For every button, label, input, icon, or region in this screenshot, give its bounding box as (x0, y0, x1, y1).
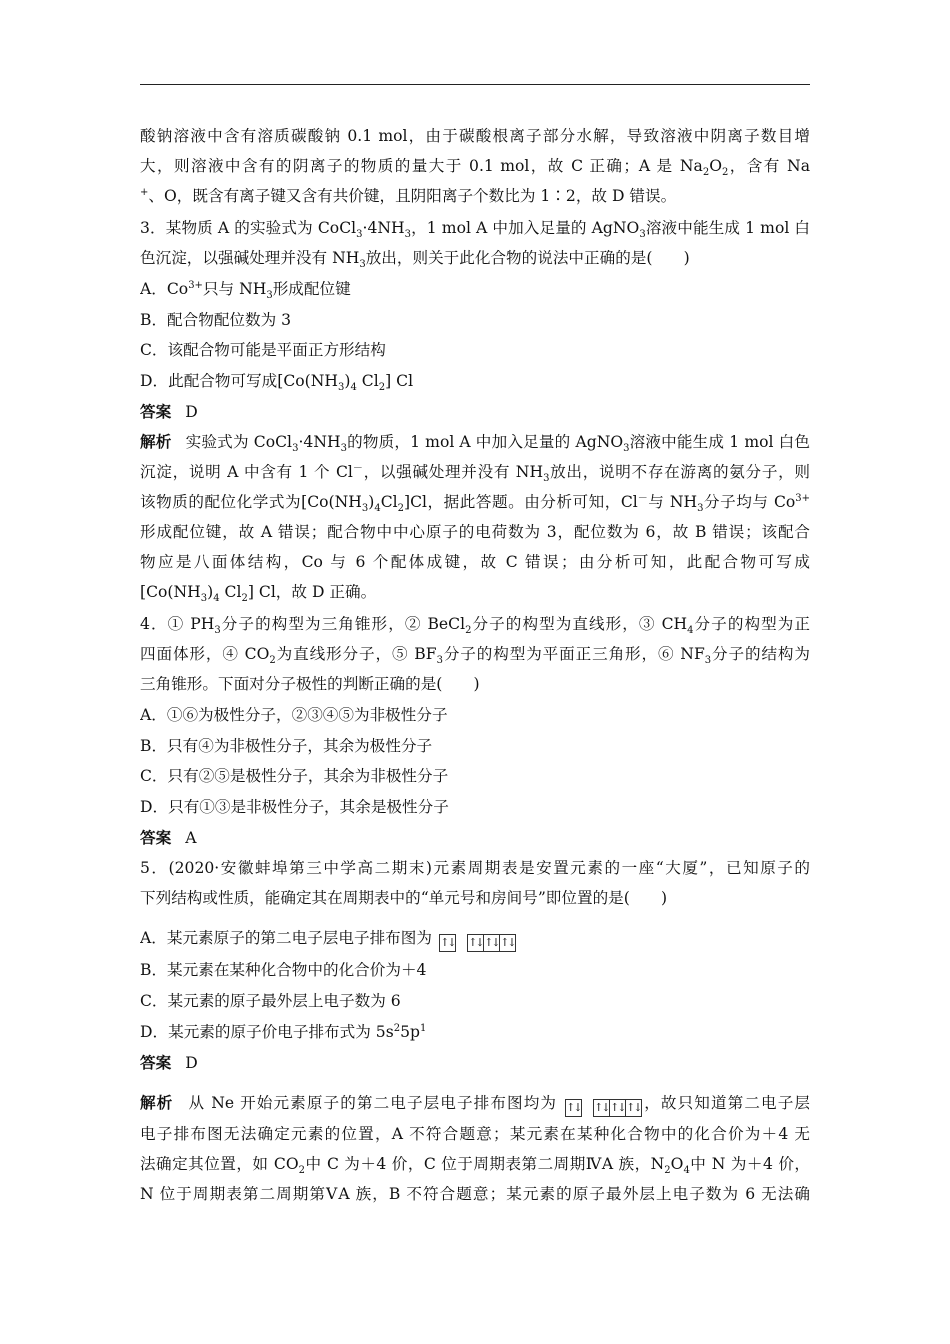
question-5-stem: 5．(2020·安徽蚌埠第三中学高二期末)元素周期表是安置元素的一座“大厦”，已知原子的 (140, 859, 810, 877)
question-5-stem: 下列结构或性质，能确定其在周期表中的“单元号和房间号”即位置的是( ) (140, 889, 668, 907)
q3-option-a: A．$Co^{3+}$只与 $NH_3$形成配位键 (140, 279, 351, 299)
q5-explanation: N 位于周期表第二周期第ⅤA 族，B 不符合题意；某元素的原子最外层上电子数为 6 无法确 (140, 1185, 810, 1203)
q4-option-b: B．只有④为非极性分子，其余为极性分子 (140, 737, 433, 755)
q5-option-a: A．某元素原子的第二电子层电子排布图为 ↑↓ ↑↓ ↑↓ ↑↓ (140, 928, 810, 952)
q3-option-d: D．此配合物可写成[$Co(NH_3)_4$ $Cl_2$] Cl (140, 372, 414, 391)
q5-explanation: 解析 从 Ne 开始元素原子的第二电子层电子排布图均为 ↑↓ ↑↓ ↑↓ ↑↓ ，故只知道第二电子层 (140, 1093, 810, 1117)
question-4-stem: 4．① $PH_3$分子的构型为三角锥形，② BeCl$_2$分子的构型为直线形，③ $CH_4$分子的构型为正 (140, 615, 810, 634)
text-line: +、O，既含有离子键又含有共价键，且阴阳离子个数比为 1∶2，故 D 错误。 (140, 186, 677, 205)
question-3-stem: 3．某物质 A 的实验式为 $CoCl_3\cdot 4NH_3$，1 mol A 中加入足量的 AgNO$_3$溶液中能生成 1 mol 白 (140, 219, 810, 238)
q3-explanation: [$Co(NH_3)_4$ $Cl_2$] Cl，故 D 正确。 (140, 583, 377, 602)
orbital-diagram: ↑↓ (565, 1099, 581, 1117)
q5-explanation: 法确定其位置，如 $CO_2$中 C 为＋4 价，C 位于周期表第二周期ⅣA 族，$N_2O_4$中 N 为＋4 价， (140, 1155, 810, 1174)
question-4-stem: 四面体形，④ $CO_2$为直线形分子，⑤ $BF_3$分子的构型为平面正三角形，⑥ $NF_3$分子的结构为 (140, 645, 810, 664)
q5-option-b: B．某元素在某种化合物中的化合价为＋4 (140, 961, 427, 979)
q4-option-a: A．①⑥为极性分子，②③④⑤为非极性分子 (140, 706, 448, 724)
q3-explanation: 该物质的配位化学式为$[Co(NH_3)_4Cl_2]Cl$，据此答题。由分析可知，Cl－与 $NH_3$分子均与 $Co^{3+}$ (140, 492, 810, 512)
question-3-stem: 色沉淀，以强碱处理并没有 $NH_3$放出，则关于此化合物的说法中正确的是( ) (140, 249, 690, 268)
q3-answer: 答案 D (140, 402, 198, 421)
q3-explanation: 解析 实验式为 $CoCl_3\cdot 4NH_3$的物质，1 mol A 中加入足量的 AgNO$_3$溶液中能生成 1 mol 白色 (140, 432, 810, 452)
q5-option-c: C．某元素的原子最外层上电子数为 6 (140, 992, 401, 1010)
q4-option-c: C．只有②⑤是极性分子，其余为非极性分子 (140, 767, 449, 785)
orbital-diagram: ↑↓ (439, 934, 455, 952)
header-rule (140, 84, 810, 85)
q4-option-d: D．只有①③是非极性分子，其余是极性分子 (140, 798, 449, 816)
q3-option-c: C．该配合物可能是平面正方形结构 (140, 341, 386, 359)
text-line: 大，则溶液中含有的阴离子的物质的量大于 0.1 mol，故 C 正确；A 是 $Na_2O_2$，含有 Na (140, 157, 810, 176)
q3-explanation: 沉淀，说明 A 中含有 1 个 Cl－，以强碱处理并没有 $NH_3$放出，说明不存在游离的氨分子，则 (140, 462, 810, 482)
text-line: 酸钠溶液中含有溶质碳酸钠 0.1 mol，由于碳酸根离子部分水解，导致溶液中阴离子数目增 (140, 127, 810, 145)
q3-explanation: 形成配位键，故 A 错误；配合物中中心原子的电荷数为 3，配位数为 6，故 B 错误；该配合 (140, 523, 810, 541)
orbital-diagram: ↑↓ ↑↓ ↑↓ (467, 934, 515, 952)
q5-option-d: D．某元素的原子价电子排布式为 $5s^25p^1$ (140, 1022, 427, 1041)
q5-explanation: 电子排布图无法确定元素的位置，A 不符合题意；某元素在某种化合物中的化合价为＋4 无 (140, 1125, 810, 1143)
q5-answer: 答案 D (140, 1053, 198, 1072)
question-4-stem: 三角锥形。下面对分子极性的判断正确的是( ) (140, 675, 480, 693)
q3-option-b: B．配合物配位数为 3 (140, 311, 292, 329)
q4-answer: 答案 A (140, 828, 197, 847)
q3-explanation: 物应是八面体结构，Co 与 6 个配体成键，故 C 错误；由分析可知，此配合物可写成 (140, 553, 810, 571)
orbital-diagram: ↑↓ ↑↓ ↑↓ (593, 1099, 641, 1117)
